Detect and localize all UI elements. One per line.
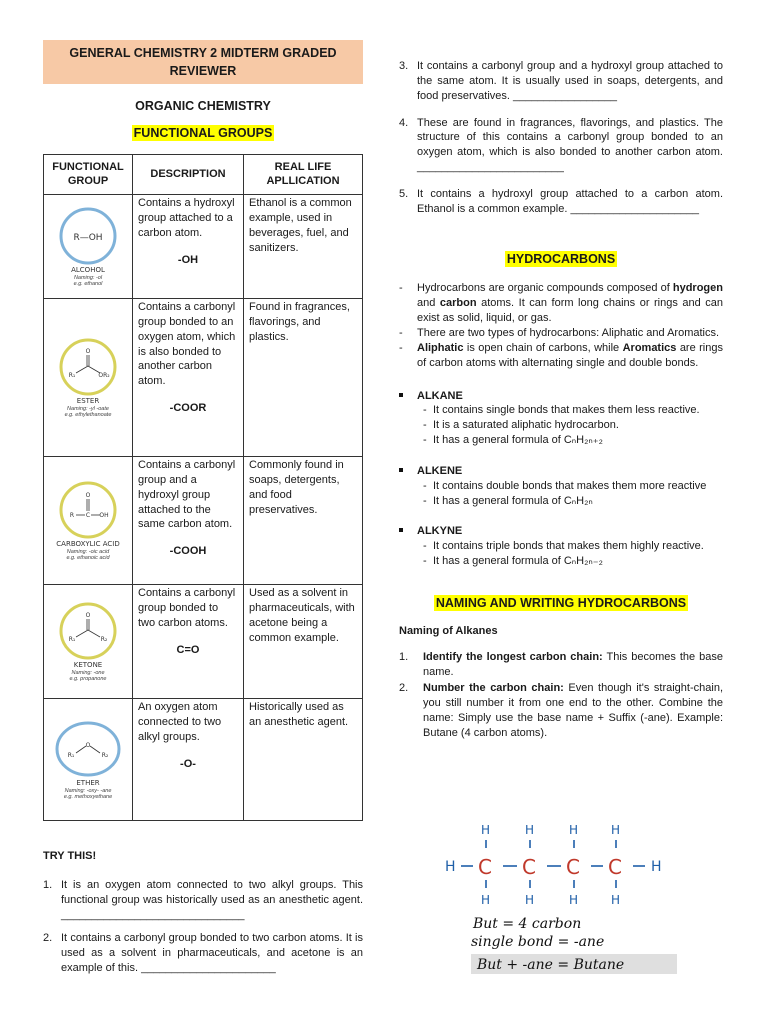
svg-text:H: H: [651, 859, 662, 875]
svg-text:O: O: [85, 491, 91, 499]
butane-drawing: [443, 820, 693, 980]
svg-text:C: C: [478, 855, 492, 879]
question-text: It contains a carbonyl group bonded to two carbon atoms. It is used as a solvent in pharmaceuticals, and acetone is an example of this. ______________________: [61, 932, 363, 975]
description-cell: [133, 585, 244, 699]
alkane-item: ALKANE - It contains single bonds that makes them less reactive. - It is a saturated aliphatic hydrocarbon. - It has a general formula of CₙH₂ₙ₊₂: [399, 389, 723, 448]
icon-naming: Naming: -oic acid: [66, 548, 110, 555]
svg-text:R₂: R₂: [101, 751, 109, 759]
alkyne-title: ALKYNE: [417, 525, 463, 538]
col-header-application: REAL LIFE APLLICATION: [244, 155, 363, 195]
section-heading-naming: NAMING AND WRITING HYDROCARBONS: [435, 595, 687, 610]
icon-example: e.g. methoxyethane: [63, 793, 113, 800]
note-line-2: single bond = -ane: [471, 934, 605, 950]
icon-name: ETHER: [76, 778, 100, 787]
svg-text:H: H: [611, 823, 621, 837]
title-line-2: REVIEWER: [169, 64, 237, 79]
question-number: 4.: [399, 116, 409, 129]
ester-icon-cell: [44, 299, 133, 457]
step-item: 1. Identify the longest carbon chain: This becomes the base name.: [399, 650, 723, 678]
svg-text:OR₂: OR₂: [98, 371, 110, 379]
ester-icon: [49, 337, 127, 418]
note-line-1: But = 4 carbon: [473, 916, 582, 932]
icon-example: e.g. ethanoic acid: [66, 554, 110, 561]
step-item: 2. Number the carbon chain: Even though it's straight-chain, you still number it from one end to the other. Combine the name: Simply use the base name + Suffix (-ane). Example: Butane (4 carbon atoms).: [399, 682, 723, 739]
alkene-item: ALKENE - It contains double bonds that makes them more reactive - It has a general formula of CₙH₂ₙ: [399, 464, 723, 509]
description-text: Contains a carbonyl group and a hydroxyl group attached to the same carbon atom.: [138, 459, 236, 531]
question-number: 2.: [43, 932, 53, 945]
description-cell: [133, 299, 244, 457]
svg-text:R: R: [69, 511, 75, 519]
svg-text:R₁: R₁: [67, 751, 75, 759]
description-cell: [133, 195, 244, 299]
table-row: [44, 585, 363, 699]
application-cell: Found in fragrances, flavorings, and plastics.: [244, 299, 363, 457]
svg-text:R₁: R₁: [68, 371, 76, 379]
ether-icon: [49, 719, 127, 800]
icon-example: e.g. ethylethanoate: [64, 411, 112, 418]
svg-text:O: O: [85, 347, 91, 355]
col-header-group: FUNCTIONAL GROUP: [44, 155, 133, 195]
try-this-list-right: [399, 59, 723, 217]
carboxylic-acid-icon: [49, 480, 127, 561]
question-text: These are found in fragrances, flavorings, and plastics. The structure of this contains a carbonyl group bonded to an oxygen atom, which is also bonded to another carbon atom. ________________________: [417, 116, 723, 174]
list-item: - Aliphatic is open chain of carbons, while Aromatics are rings of carbon atoms with alternating single and double bonds.: [399, 341, 723, 369]
question-item: [399, 59, 723, 104]
alcohol-formula-label: R—OH: [73, 232, 103, 243]
question-item: [399, 187, 723, 217]
description-text: Contains a carbonyl group bonded to two carbon atoms.: [138, 587, 236, 629]
alkane-title: ALKANE: [417, 389, 463, 402]
svg-text:O: O: [85, 611, 91, 619]
ketone-icon: [49, 601, 127, 682]
try-this-list-left: [43, 878, 363, 976]
icon-naming: Naming: -oxy- -ane: [64, 787, 112, 794]
svg-text:R₂: R₂: [100, 635, 108, 643]
subtitle: ORGANIC CHEMISTRY: [135, 99, 271, 114]
right-column: [399, 45, 723, 743]
ketone-icon-cell: [44, 585, 133, 699]
ether-icon-cell: [44, 699, 133, 821]
formula-text: -COOR: [169, 402, 207, 415]
document-title: [43, 40, 363, 84]
table-row: [44, 457, 363, 585]
question-number: 5.: [399, 187, 409, 200]
description-text: Contains a hydroxyl group attached to a carbon atom.: [138, 197, 235, 239]
alkyne-item: ALKYNE - It contains triple bonds that makes them highly reactive. - It has a general formula of CₙH₂ₙ₋₂: [399, 524, 723, 569]
svg-text:H: H: [611, 893, 621, 907]
left-column: [43, 40, 363, 985]
formula-text: -COOH: [169, 545, 207, 558]
application-cell: Ethanol is a common example, used in beverages, fuel, and sanitizers.: [244, 195, 363, 299]
section-heading-functional-groups: FUNCTIONAL GROUPS: [133, 126, 273, 141]
svg-text:H: H: [481, 893, 491, 907]
icon-example: e.g. ethanol: [73, 280, 103, 287]
try-this-heading: TRY THIS!: [43, 850, 97, 862]
alcohol-icon: [49, 206, 127, 287]
svg-text:C: C: [522, 855, 536, 879]
question-item: [399, 116, 723, 175]
list-item: - Hydrocarbons are organic compounds composed of hydrogen and carbon atoms. It can form long chains or rings and can exist as solid, liquid, or gas.: [399, 282, 723, 325]
formula-text: -O-: [180, 757, 196, 770]
table-header-row: [44, 155, 363, 195]
icon-name: KETONE: [73, 660, 103, 669]
hydrocarbon-bullets: [399, 281, 723, 370]
svg-text:R₁: R₁: [68, 635, 76, 643]
description-cell: [133, 457, 244, 585]
alcohol-icon-cell: [44, 195, 133, 299]
question-number: 1.: [43, 878, 53, 891]
title-line-1: GENERAL CHEMISTRY 2 MIDTERM GRADED: [69, 46, 337, 60]
svg-text:H: H: [569, 893, 579, 907]
application-cell: Historically used as an anesthetic agent.: [244, 699, 363, 821]
svg-text:C: C: [608, 855, 622, 879]
application-cell: Used as a solvent in pharmaceuticals, with acetone being a common example.: [244, 585, 363, 699]
question-item: [43, 878, 363, 923]
icon-naming: Naming: -one: [71, 669, 105, 676]
question-number: 3.: [399, 60, 409, 72]
icon-name: ESTER: [76, 396, 100, 405]
svg-text:O: O: [85, 741, 91, 749]
svg-text:OH: OH: [99, 511, 109, 519]
application-cell: Commonly found in soaps, detergents, and food preservatives.: [244, 457, 363, 585]
carboxylic-acid-icon-cell: [44, 457, 133, 585]
description-cell: [133, 699, 244, 821]
svg-text:H: H: [481, 823, 491, 837]
naming-subheading: Naming of Alkanes: [399, 624, 498, 637]
description-text: An oxygen atom connected to two alkyl groups.: [138, 701, 222, 743]
question-item: [43, 931, 363, 976]
svg-text:C: C: [566, 855, 580, 879]
svg-text:H: H: [525, 893, 535, 907]
question-text: It contains a carbonyl group and a hydroxyl group attached to the same atom. It is usually used in soaps, detergents, and food preservatives. _________________: [417, 60, 723, 102]
icon-example: e.g. propanone: [69, 675, 107, 682]
svg-text:H: H: [525, 823, 535, 837]
note-line-3: But + -ane = Butane: [477, 957, 625, 973]
list-item: - There are two types of hydrocarbons: Aliphatic and Aromatics.: [399, 327, 720, 339]
col-header-description: DESCRIPTION: [133, 155, 244, 195]
icon-name: ALCOHOL: [71, 265, 105, 274]
question-text: It is an oxygen atom connected to two alkyl groups. This functional group was historically used as an anesthetic agent. ______________________________: [61, 878, 363, 921]
svg-text:H: H: [445, 859, 456, 875]
alkene-title: ALKENE: [417, 464, 463, 477]
icon-name: CARBOXYLIC ACID: [56, 539, 120, 548]
svg-text:C: C: [85, 511, 91, 519]
naming-steps: [399, 650, 723, 741]
description-text: Contains a carbonyl group bonded to an oxygen atom, which is also bonded to another carbon atom.: [138, 301, 236, 388]
table-row: [44, 195, 363, 299]
formula-text: -OH: [177, 253, 199, 266]
icon-naming: Naming: -ol: [73, 274, 103, 281]
section-heading-hydrocarbons: HYDROCARBONS: [506, 251, 616, 266]
icon-naming: Naming: -yl -oate: [67, 405, 109, 412]
table-row: [44, 299, 363, 457]
functional-groups-table: [43, 154, 363, 821]
question-text: It contains a hydroxyl group attached to a carbon atom. Ethanol is a common example. _____________________: [417, 187, 723, 215]
svg-text:H: H: [569, 823, 579, 837]
table-row: [44, 699, 363, 821]
formula-text: C=O: [176, 643, 200, 656]
